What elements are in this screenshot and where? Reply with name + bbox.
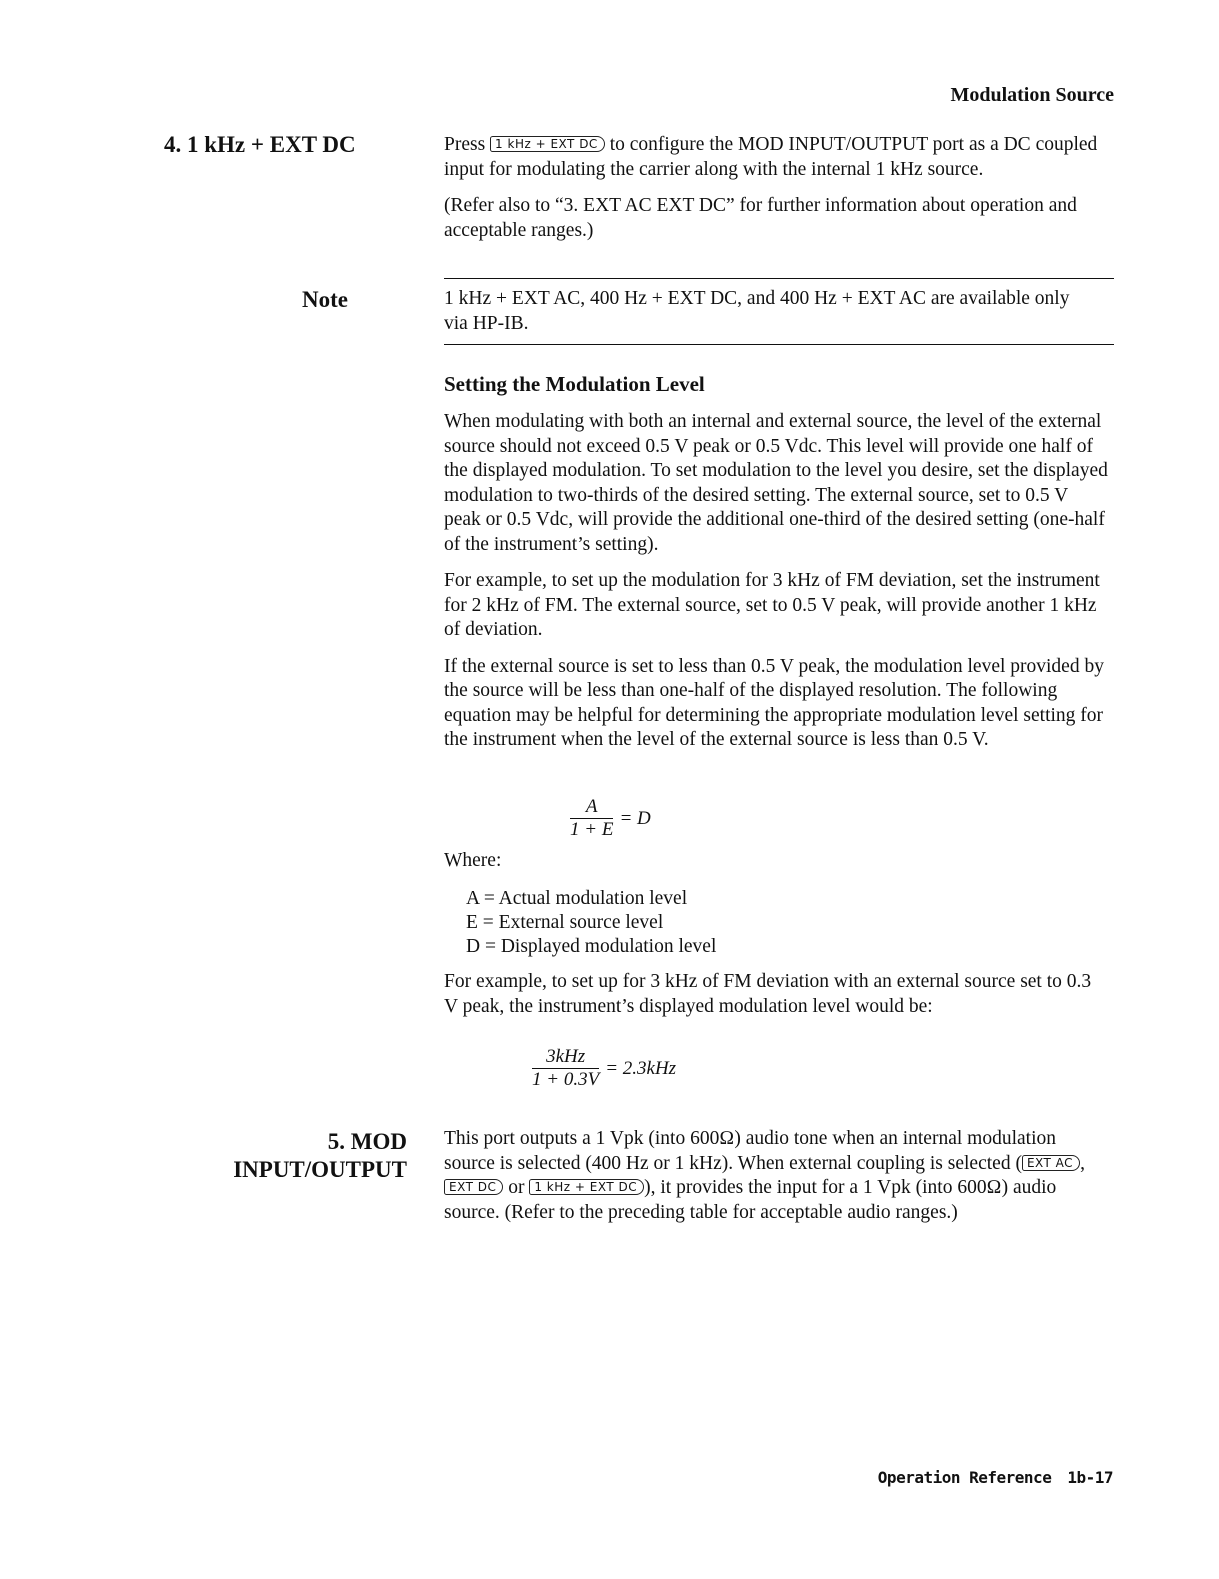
definition-d: D = Displayed modulation level	[466, 936, 717, 957]
equation-2	[532, 1046, 676, 1091]
note-top-rule	[444, 278, 1114, 279]
definition-list	[466, 887, 716, 959]
note-text: 1 kHz + EXT AC, 400 Hz + EXT DC, and 400 Hz + EXT AC are available only via HP-IB.	[444, 288, 1070, 334]
key-ext-ac: EXT AC	[1022, 1155, 1080, 1171]
section-4-title: 4. 1 kHz + EXT DC	[164, 132, 356, 157]
equation-2-rhs: = 2.3kHz	[605, 1057, 677, 1079]
setting-body	[444, 410, 1109, 753]
section-5-body	[444, 1127, 1109, 1225]
section-5-title-line-1: 5. MOD	[327, 1129, 407, 1154]
note-label: Note	[302, 287, 348, 312]
section-5-title	[233, 1128, 407, 1184]
equation-2-denominator: 1 + 0.3V	[532, 1069, 600, 1090]
equation-1-denominator: 1 + E	[570, 819, 614, 840]
note-bottom-rule	[444, 344, 1114, 345]
footer-label: Operation Reference	[877, 1468, 1052, 1487]
page-footer	[878, 1468, 1113, 1487]
key-ext-dc: EXT DC	[444, 1179, 503, 1195]
where-label: Where:	[444, 850, 502, 871]
setting-paragraph-3: If the external source is set to less than 0.5 V peak, the modulation level provided by the source will be less than one-half of the displayed resolution. The following equation may be helpful for determining the appropriate modulation level setting for the instrument when the level of the external source is less than 0.5 V.	[444, 655, 1104, 750]
definition-e: E = External source level	[466, 912, 664, 933]
definition-a: A = Actual modulation level	[466, 888, 688, 909]
setting-heading: Setting the Modulation Level	[444, 372, 705, 396]
equation-1	[570, 796, 651, 841]
equation-2-numerator: 3kHz	[532, 1046, 599, 1069]
equation-1-rhs: = D	[619, 807, 651, 829]
equation-1-numerator: A	[570, 796, 613, 819]
setting-paragraph-2: For example, to set up the modulation for 3 kHz of FM deviation, set the instrument for 2 kHz of FM. The external source, set to 0.5 V peak, will provide another 1 kHz of deviation.	[444, 570, 1100, 640]
page-number: 1b-17	[1067, 1468, 1113, 1487]
section-4-paragraph-2: (Refer also to “3. EXT AC EXT DC” for further information about operation and acceptable ranges.)	[444, 195, 1077, 241]
key-1khz-ext-dc: 1 kHz + EXT DC	[490, 136, 605, 152]
setting-paragraph-4: For example, to set up for 3 kHz of FM deviation with an external source set to 0.3 V peak, the instrument’s displayed modulation level would be:	[444, 971, 1092, 1017]
section-4-paragraph-1: Press 1 kHz + EXT DC to configure the MOD INPUT/OUTPUT port as a DC coupled input for modulating the carrier along with the internal 1 kHz source.	[444, 134, 1098, 180]
key-1khz-ext-dc-2: 1 kHz + EXT DC	[529, 1179, 644, 1195]
section-4-body	[444, 133, 1109, 243]
section-5-title-line-2: INPUT/OUTPUT	[233, 1157, 407, 1182]
setting-paragraph-1: When modulating with both an internal and external source, the level of the external source should not exceed 0.5 V peak or 0.5 Vdc. This level will provide one half of the displayed modulation. To set modulation to the level you desire, set the displayed modulation to two-thirds of the desired setting. The external source, set to 0.5 V peak or 0.5 Vdc, will provide the additional one-third of the desired setting (one-half of the instrument’s setting).	[444, 411, 1108, 555]
section-5-paragraph: This port outputs a 1 Vpk (into 600Ω) audio tone when an internal modulation source is selected (400 Hz or 1 kHz). When external coupling is selected ( EXT AC , EXT DC or 1 kHz + EXT DC ), it provides the input for a 1 Vpk (into 600Ω) audio source. (Refer to the preceding table for acceptable audio ranges.)	[444, 1128, 1085, 1223]
running-header: Modulation Source	[950, 84, 1114, 106]
